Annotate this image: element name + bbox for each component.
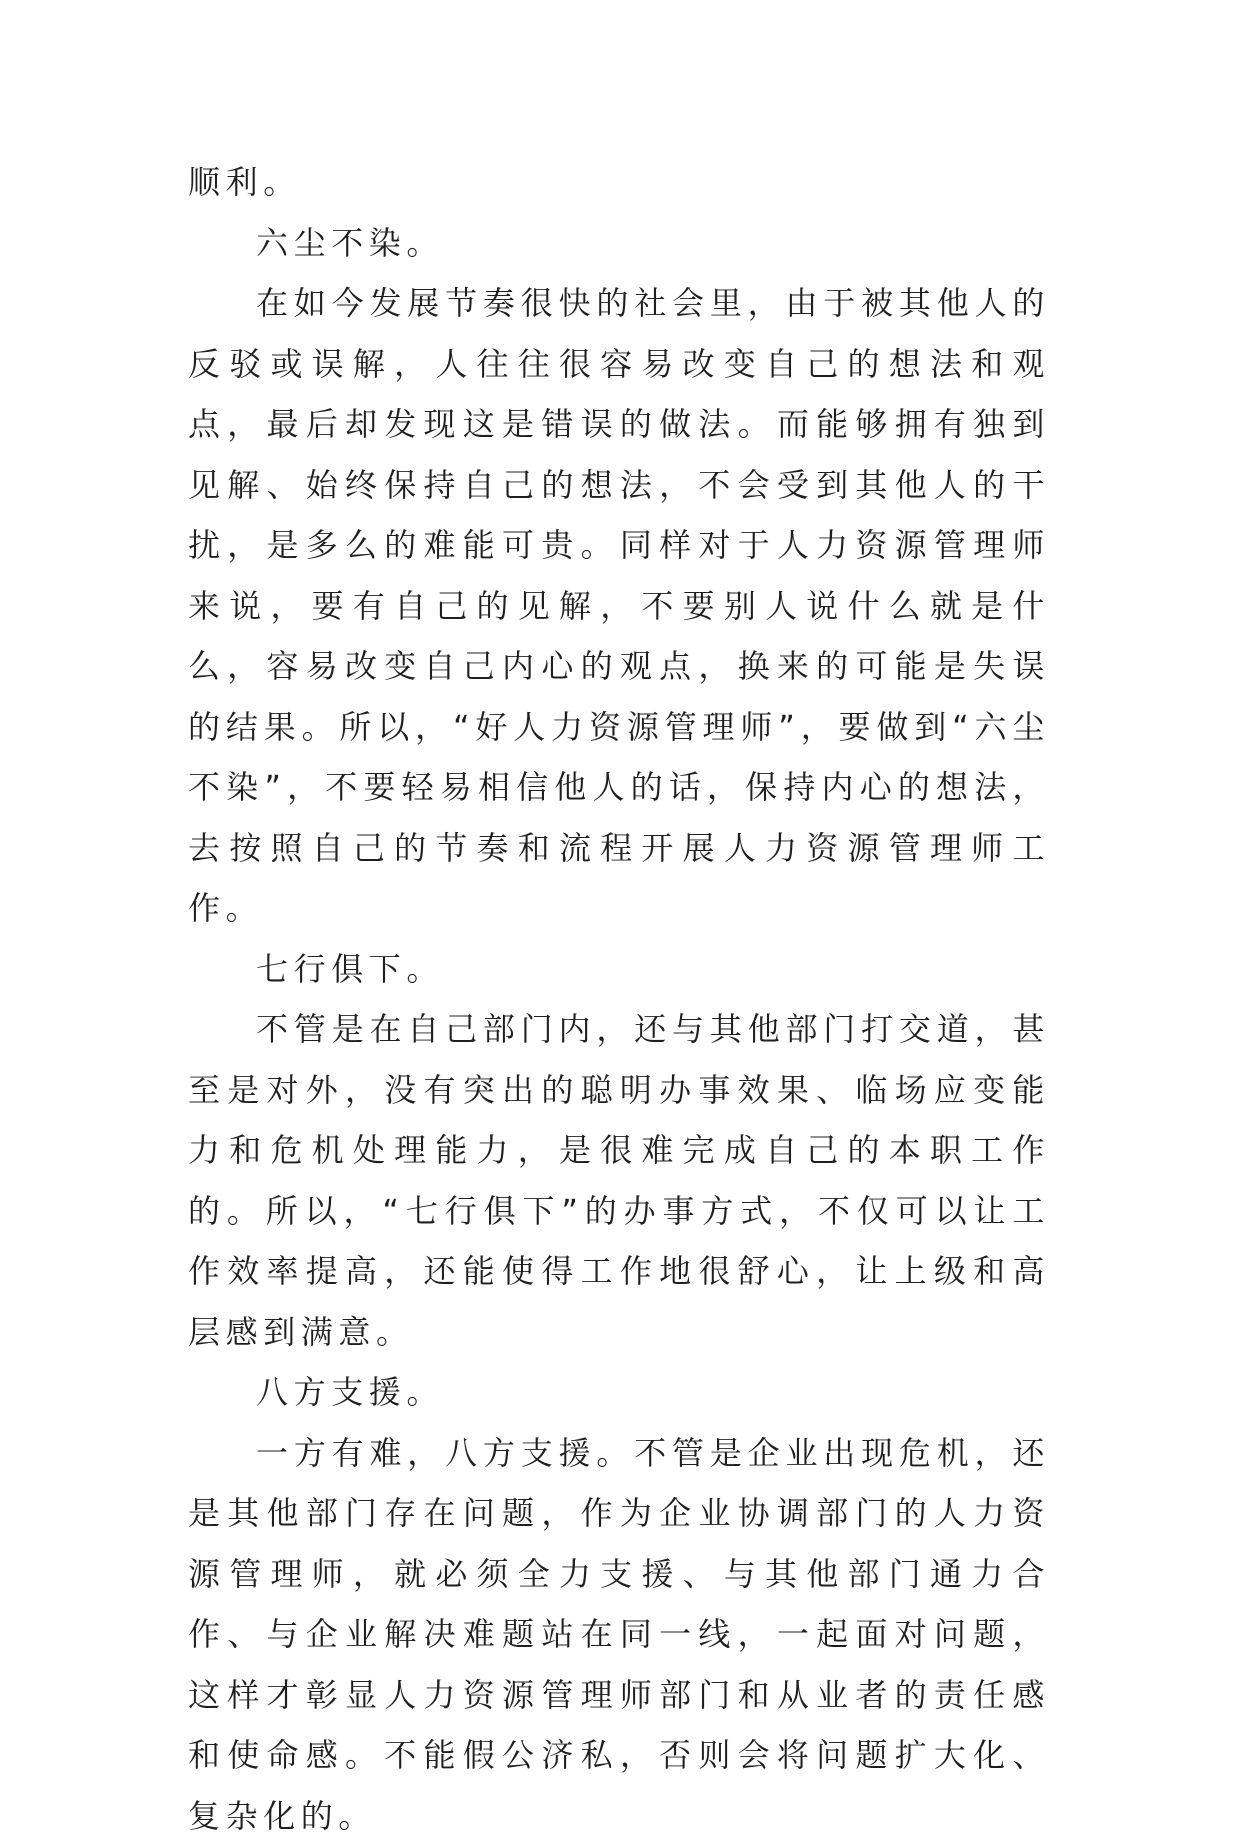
paragraph-eight: 一方有难，八方支援。不管是企业出现危机，还是其他部门存在问题，作为企业协调部门的人力资源管理师，就必须全力支援、与其他部门通力合作、与企业解决难题站在同一线，一起面对问题，这样才彰显人力资源管理师部门和从业者的责任感和使命感。不能假公济私，否则会将问题扩大化、复杂化的。 bbox=[188, 1423, 1050, 1846]
section-heading-six: 六尘不染。 bbox=[188, 213, 1050, 274]
document-body bbox=[188, 152, 1050, 1846]
section-heading-eight: 八方支援。 bbox=[188, 1362, 1050, 1423]
section-heading-seven: 七行俱下。 bbox=[188, 939, 1050, 1000]
paragraph-continuation: 顺利。 bbox=[188, 152, 1050, 213]
paragraph-seven: 不管是在自己部门内，还与其他部门打交道，甚至是对外，没有突出的聪明办事效果、临场应变能力和危机处理能力，是很难完成自己的本职工作的。所以，“七行俱下”的办事方式，不仅可以让工作效率提高，还能使得工作地很舒心，让上级和高层感到满意。 bbox=[188, 999, 1050, 1362]
paragraph-six: 在如今发展节奏很快的社会里，由于被其他人的反驳或误解，人往往很容易改变自己的想法和观点，最后却发现这是错误的做法。而能够拥有独到见解、始终保持自己的想法，不会受到其他人的干扰，是多么的难能可贵。同样对于人力资源管理师来说，要有自己的见解，不要别人说什么就是什么，容易改变自己内心的观点，换来的可能是失误的结果。所以，“好人力资源管理师”，要做到“六尘不染”，不要轻易相信他人的话，保持内心的想法，去按照自己的节奏和流程开展人力资源管理师工作。 bbox=[188, 273, 1050, 939]
